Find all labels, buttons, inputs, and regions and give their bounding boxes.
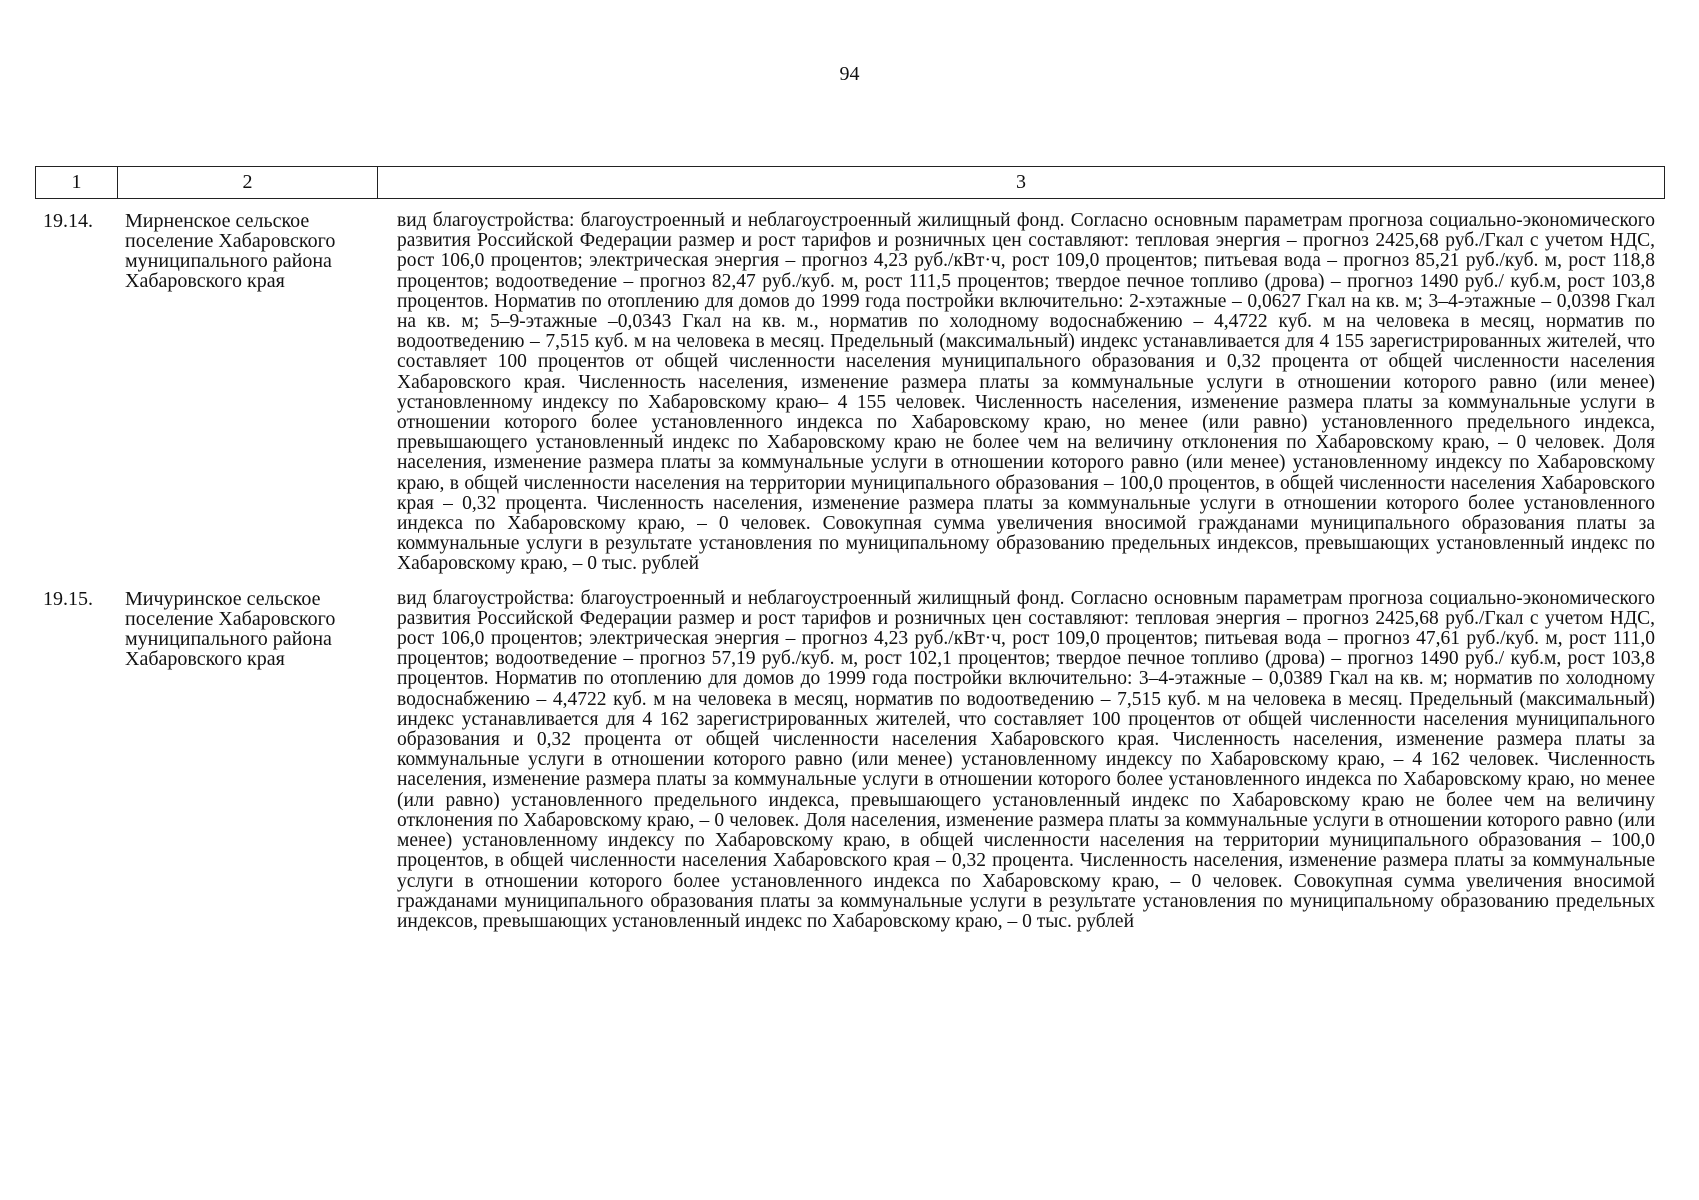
column-header-1: 1 (36, 167, 118, 198)
municipality-name: Мичуринское сельское поселение Хабаровского муниципального района Хабаровского края (125, 587, 336, 670)
page-number: 94 (839, 63, 860, 85)
column-header-3: 3 (1016, 171, 1026, 193)
document-table (35, 166, 1665, 932)
municipality-name: Мирненское сельское поселение Хабаровского муниципального района Хабаровского края (125, 210, 336, 292)
table-row (35, 211, 1665, 575)
row-number: 19.15. (43, 587, 93, 610)
table-header-row (35, 166, 1665, 199)
column-header-2: 2 (118, 167, 378, 198)
table-row (35, 589, 1665, 932)
row-number: 19.14. (43, 210, 93, 232)
row-description: вид благоустройства: благоустроенный и неблагоустроенный жилищный фонд. Согласно основным параметрам прогноза социально-экономического развития Российской Федерации размер и рост тарифов и розничных цен составляют: тепловая энергия – прогноз 2425,68 руб./Гкал с учетом НДС, рост 106,0 процентов; электрическая энергия – прогноз 4,23 руб./кВт·ч, рост 109,0 процентов; питьевая вода – прогноз 85,21 руб./куб. м, рост 118,8 процентов; водоотведение – прогноз 82,47 руб./куб. м, рост 111,5 процентов; твердое печное топливо (дрова) – прогноз 1490 руб./ куб.м, рост 103,8 процентов. Норматив по отоплению для домов до 1999 года постройки включительно: 2-хэтажные – 0,0627 Гкал на кв. м; 3–4-этажные – 0,0398 Гкал на кв. м; 5–9-этажные –0,0343 Гкал на кв. м., норматив по холодному водоснабжению – 4,4722 куб. м на человека в месяц, норматив по водоотведению – 7,515 куб. м на человека в месяц. Предельный (максимальный) индекс устанавливается для 4 155 зарегистрированных жителей, что составляет 100 процентов от общей численности населения муниципального образования и 0,32 процента от общей численности населения Хабаровского края. Численность населения, изменение размера платы за коммунальные услуги в отношении которого равно (или менее) установленному индексу по Хабаровскому краю– 4 155 человек. Численность населения, изменение размера платы за коммунальные услуги в отношении которого более установленного индекса по Хабаровскому краю, но менее (или равно) установленного предельного индекса, превышающего установленный индекс по Хабаровскому краю не более чем на величину отклонения по Хабаровскому краю, – 0 человек. Доля населения, изменение размера платы за коммунальные услуги в отношении которого равно (или менее) установленному индексу по Хабаровскому краю, в общей численности населения на территории муниципального образования – 100,0 процентов, в общей численности населения Хабаровского края – 0,32 процента. Численность населения, изменение размера платы за коммунальные услуги в отношении которого более установленного индекса по Хабаровскому краю, – 0 человек. Совокупная сумма увеличения вносимой гражданами муниципального образования платы за коммунальные услуги в результате установления по муниципальному образованию предельных индексов, превышающих установленный индекс по Хабаровскому краю, – 0 тыс. рублей (397, 210, 1655, 575)
row-description: вид благоустройства: благоустроенный и неблагоустроенный жилищный фонд. Согласно основным параметрам прогноза социально-экономического развития Российской Федерации размер и рост тарифов и розничных цен составляют: тепловая энергия – прогноз 2425,68 руб./Гкал с учетом НДС, рост 106,0 процентов; электрическая энергия – прогноз 4,23 руб./кВт·ч, рост 109,0 процентов; питьевая вода – прогноз 47,61 руб./куб. м, рост 111,0 процентов; водоотведение – прогноз 57,19 руб./куб. м, рост 102,1 процентов; твердое печное топливо (дрова) – прогноз 1490 руб./ куб.м, рост 103,8 процентов. Норматив по отоплению для домов до 1999 года постройки включительно: 3–4-этажные – 0,0389 Гкал на кв. м; норматив по холодному водоснабжению – 4,4722 куб. м на человека в месяц, норматив по водоотведению – 7,515 куб. м на человека в месяц. Предельный (максимальный) индекс устанавливается для 4 162 зарегистрированных жителей, что составляет 100 процентов от общей численности населения муниципального образования и 0,32 процента от общей численности населения Хабаровского края. Численность населения, изменение размера платы за коммунальные услуги в отношении которого равно (или менее) установленному индексу по Хабаровскому краю, – 4 162 человек. Численность населения, изменение размера платы за коммунальные услуги в отношении которого более установленного индекса по Хабаровскому краю, но менее (или равно) установленного предельного индекса, превышающего установленный индекс по Хабаровскому краю не более чем на величину отклонения по Хабаровскому краю, – 0 человек. Доля населения, изменение размера платы за коммунальные услуги в отношении которого равно (или менее) установленному индексу по Хабаровскому краю, в общей численности населения на территории муниципального образования – 100,0 процентов, в общей численности населения Хабаровского края – 0,32 процента. Численность населения, изменение размера платы за коммунальные услуги в отношении которого более установленного индекса по Хабаровскому краю, – 0 человек. Совокупная сумма увеличения вносимой гражданами муниципального образования платы за коммунальные услуги в результате установления по муниципальному образованию предельных индексов, превышающих установленный индекс по Хабаровскому краю, – 0 тыс. рублей (397, 587, 1655, 932)
